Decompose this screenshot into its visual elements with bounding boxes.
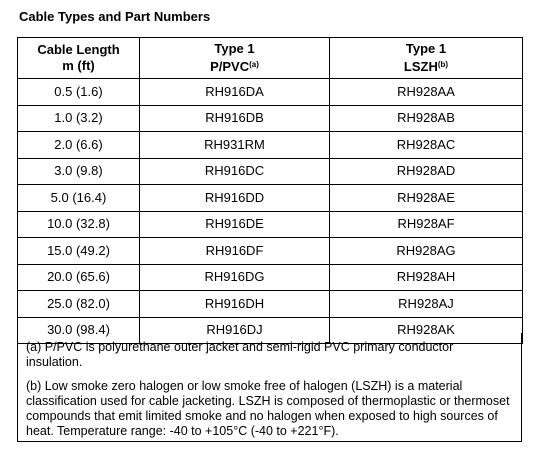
header-lszh-line1: Type 1: [405, 41, 447, 56]
cell-lszh-part: RH928AG: [330, 238, 523, 265]
footnotes-box: [17, 333, 522, 442]
table-row: [18, 158, 523, 185]
cell-pvc-part: RH916DH: [140, 291, 330, 318]
table-row: [18, 185, 523, 212]
table-row: [18, 79, 523, 106]
footnote-b: (b) Low smoke zero halogen or low smoke free of halogen (LSZH) is a material classification used for cable jacketing. LSZH is composed of thermoplastic or thermoset compounds that emit limited smoke and no halogen when exposed to high sources of heat. Temperature range: -40 to +105°C (-40 to +221°F).: [26, 379, 510, 438]
cell-lszh-part: RH928AD: [330, 158, 523, 185]
cell-pvc-part: RH916DA: [140, 79, 330, 106]
cell-pvc-part: RH916DB: [140, 105, 330, 132]
cell-length: 5.0 (16.4): [18, 185, 140, 212]
cell-length: 20.0 (65.6): [18, 264, 140, 291]
cell-pvc-part: RH916DF: [140, 238, 330, 265]
cell-lszh-part: RH928AC: [330, 132, 523, 159]
header-cable-length: [18, 38, 140, 79]
cell-length: 15.0 (49.2): [18, 238, 140, 265]
table-row: [18, 264, 523, 291]
header-pvc-footnote-marker: (a): [249, 60, 259, 69]
header-lszh-footnote-marker: (b): [437, 60, 449, 69]
cell-pvc-part: RH916DG: [140, 264, 330, 291]
cell-length: 2.0 (6.6): [18, 132, 140, 159]
cell-lszh-part: RH928AF: [330, 211, 523, 238]
footnote-a: (a) P/PVC is polyurethane outer jacket and semi-rigid PVC primary conductor insulation.: [26, 340, 454, 369]
cell-lszh-part: RH928AJ: [330, 291, 523, 318]
cell-lszh-part: RH928AB: [330, 105, 523, 132]
cell-pvc-part: RH916DC: [140, 158, 330, 185]
table-row: [18, 105, 523, 132]
header-pvc-line2: P/PVC: [210, 59, 250, 74]
table-title: Cable Types and Part Numbers: [19, 9, 211, 24]
cell-lszh-part: RH928AA: [330, 79, 523, 106]
cell-length: 30.0 (98.4): [18, 317, 140, 344]
cell-lszh-part: RH928AE: [330, 185, 523, 212]
cell-pvc-part: RH916DJ: [140, 317, 330, 344]
cell-lszh-part: RH928AK: [330, 317, 523, 344]
header-cable-length-line1: Cable Length: [37, 42, 120, 57]
cell-length: 25.0 (82.0): [18, 291, 140, 318]
cell-lszh-part: RH928AH: [330, 264, 523, 291]
cell-length: 3.0 (9.8): [18, 158, 140, 185]
cell-pvc-part: RH931RM: [140, 132, 330, 159]
table-row: [18, 211, 523, 238]
cell-length: 0.5 (1.6): [18, 79, 140, 106]
table-row: [18, 132, 523, 159]
cable-parts-table: [17, 37, 523, 344]
header-type1-pvc: [140, 38, 330, 79]
cell-pvc-part: RH916DE: [140, 211, 330, 238]
cell-pvc-part: RH916DD: [140, 185, 330, 212]
table-row: [18, 291, 523, 318]
header-pvc-line1: Type 1: [214, 41, 255, 56]
cell-length: 10.0 (32.8): [18, 211, 140, 238]
table-row: [18, 238, 523, 265]
cell-length: 1.0 (3.2): [18, 105, 140, 132]
header-type1-lszh: [330, 38, 523, 79]
header-cable-length-unit: m (ft): [62, 58, 95, 73]
header-row: [18, 38, 523, 79]
header-lszh-line2: LSZH: [403, 59, 438, 74]
